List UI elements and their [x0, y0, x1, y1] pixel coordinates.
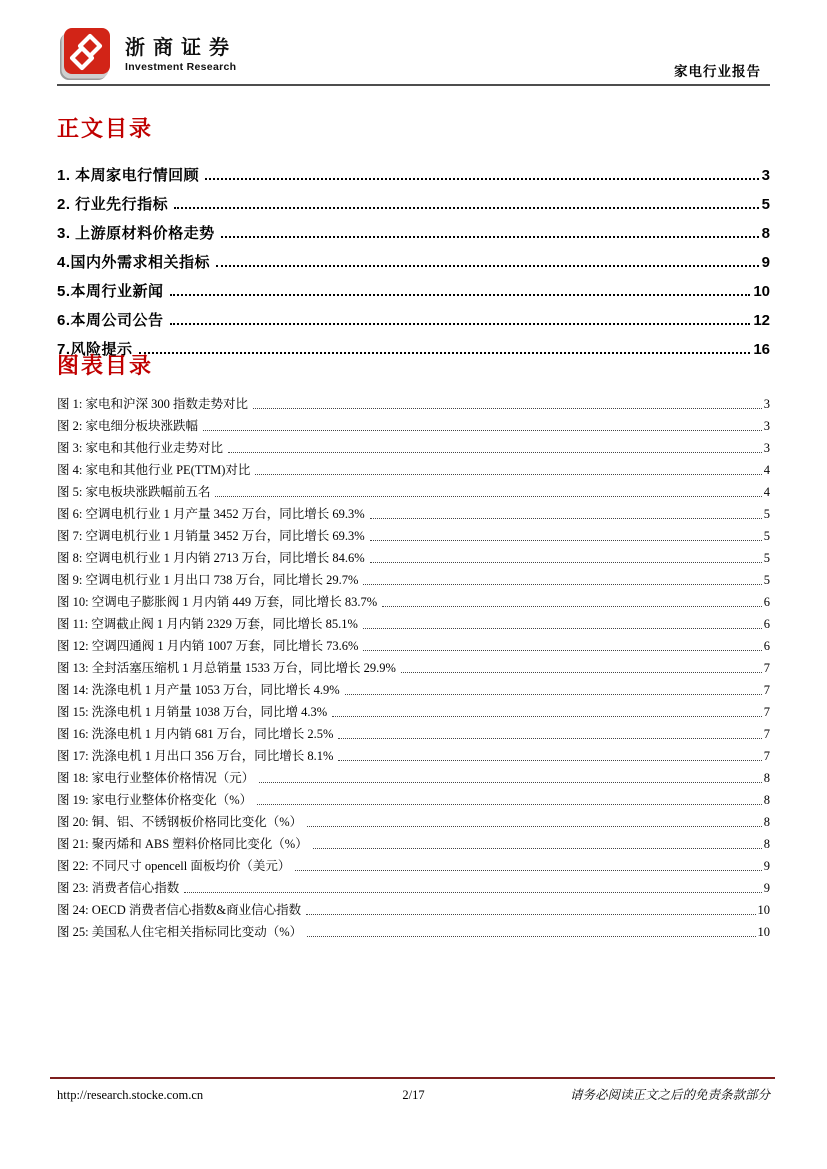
figure-entry-page: 7: [763, 727, 770, 741]
figure-leader-dots: [370, 562, 762, 563]
toc-entry[interactable]: [57, 242, 770, 271]
figure-entry[interactable]: [57, 412, 770, 434]
figure-entry-page: 3: [763, 441, 770, 455]
figure-entry[interactable]: [57, 588, 770, 610]
figure-leader-dots: [363, 650, 761, 651]
figure-entry[interactable]: [57, 918, 770, 940]
figure-entry-label: 图 7: 空调电机行业 1 月销量 3452 万台，同比增长 69.3%: [57, 529, 365, 543]
figure-leader-dots: [306, 914, 755, 915]
figure-entry-label: 图 20: 铜、铝、不锈钢板价格同比变化（%）: [57, 815, 303, 829]
figure-entry[interactable]: [57, 676, 770, 698]
figures-section-title: 图表目录: [57, 353, 154, 378]
figure-entry-label: 图 5: 家电板块涨跌幅前五名: [57, 485, 211, 499]
figure-leader-dots: [295, 870, 761, 871]
figure-entry-page: 5: [763, 573, 770, 587]
toc-entry-page: 12: [753, 311, 770, 329]
figure-entry-label: 图 17: 洗涤电机 1 月出口 356 万台，同比增长 8.1%: [57, 749, 334, 763]
figure-entry-label: 图 24: OECD 消费者信心指数&商业信心指数: [57, 903, 302, 917]
figure-leader-dots: [363, 628, 762, 629]
figures-list: [57, 390, 770, 940]
figure-entry[interactable]: [57, 390, 770, 412]
toc-entry[interactable]: [57, 213, 770, 242]
figure-entry-label: 图 22: 不同尺寸 opencell 面板均价（美元）: [57, 859, 291, 873]
figure-entry-page: 6: [763, 639, 770, 653]
figure-entry-page: 7: [763, 705, 770, 719]
figure-leader-dots: [307, 936, 755, 937]
figure-entry[interactable]: [57, 786, 770, 808]
figure-entry-page: 7: [763, 683, 770, 697]
toc-entry-page: 16: [753, 340, 770, 358]
figure-entry[interactable]: [57, 852, 770, 874]
figure-entry-page: 6: [763, 617, 770, 631]
figure-entry[interactable]: [57, 698, 770, 720]
figure-entry[interactable]: [57, 654, 770, 676]
figure-entry[interactable]: [57, 610, 770, 632]
figure-entry[interactable]: [57, 830, 770, 852]
figure-entry-page: 3: [763, 397, 770, 411]
figure-entry-label: 图 23: 消费者信心指数: [57, 881, 180, 895]
toc-entry[interactable]: [57, 184, 770, 213]
figure-entry-page: 4: [763, 485, 770, 499]
toc-leader-dots: [170, 323, 751, 325]
toc-leader-dots: [205, 178, 758, 180]
figure-entry-label: 图 16: 洗涤电机 1 月内销 681 万台，同比增长 2.5%: [57, 727, 334, 741]
figure-leader-dots: [313, 848, 762, 849]
figure-leader-dots: [338, 760, 761, 761]
toc-leader-dots: [170, 294, 751, 296]
page-footer: [57, 1085, 770, 1103]
figure-leader-dots: [184, 892, 762, 893]
toc-list: [57, 155, 770, 358]
toc-entry-label: 6.本周公司公告: [57, 311, 164, 329]
figure-entry[interactable]: [57, 478, 770, 500]
figure-entry-label: 图 10: 空调电子膨胀阀 1 月内销 449 万套，同比增长 83.7%: [57, 595, 378, 609]
brand-name-en: Investment Research: [125, 61, 237, 73]
figure-entry[interactable]: [57, 742, 770, 764]
figure-entry[interactable]: [57, 874, 770, 896]
figure-entry[interactable]: [57, 456, 770, 478]
figure-entry-label: 图 9: 空调电机行业 1 月出口 738 万台，同比增长 29.7%: [57, 573, 359, 587]
toc-leader-dots: [139, 352, 751, 354]
figure-entry-label: 图 6: 空调电机行业 1 月产量 3452 万台，同比增长 69.3%: [57, 507, 365, 521]
figure-entry-page: 3: [763, 419, 770, 433]
figure-entry-label: 图 13: 全封活塞压缩机 1 月总销量 1533 万台，同比增长 29.9%: [57, 661, 396, 675]
figure-entry-page: 10: [757, 903, 770, 917]
figure-entry-label: 图 18: 家电行业整体价格情况（元）: [57, 771, 255, 785]
figure-leader-dots: [228, 452, 762, 453]
figure-entry[interactable]: [57, 544, 770, 566]
figure-leader-dots: [215, 496, 761, 497]
figure-leader-dots: [253, 408, 762, 409]
figure-entry-page: 5: [763, 529, 770, 543]
figure-leader-dots: [259, 782, 762, 783]
footer-disclaimer-text: 请务必阅读正文之后的免责条款部分: [569, 1088, 770, 1102]
footer-divider: [50, 1077, 775, 1079]
figure-entry[interactable]: [57, 632, 770, 654]
figure-leader-dots: [363, 584, 761, 585]
figure-entry-label: 图 3: 家电和其他行业走势对比: [57, 441, 223, 455]
toc-entry[interactable]: [57, 329, 770, 358]
figure-entry-label: 图 15: 洗涤电机 1 月销量 1038 万台，同比增 4.3%: [57, 705, 328, 719]
figure-entry-page: 10: [757, 925, 770, 939]
toc-entry-page: 9: [761, 253, 770, 271]
toc-leader-dots: [216, 265, 759, 267]
toc-entry-label: 3. 上游原材料价格走势: [57, 224, 215, 242]
figure-entry-label: 图 21: 聚丙烯和 ABS 塑料价格同比变化（%）: [57, 837, 308, 851]
toc-leader-dots: [221, 236, 759, 238]
figure-leader-dots: [345, 694, 762, 695]
footer-research-url[interactable]: http://research.stocke.com.cn: [57, 1088, 204, 1102]
figure-entry[interactable]: [57, 522, 770, 544]
figure-leader-dots: [257, 804, 762, 805]
figure-entry-page: 5: [763, 551, 770, 565]
figure-entry-label: 图 25: 美国私人住宅相关指标同比变动（%）: [57, 925, 303, 939]
toc-entry[interactable]: [57, 155, 770, 184]
figure-leader-dots: [401, 672, 762, 673]
figure-leader-dots: [307, 826, 762, 827]
toc-entry-label: 1. 本周家电行情回顾: [57, 166, 200, 184]
figure-entry[interactable]: [57, 764, 770, 786]
figure-entry-page: 8: [763, 771, 770, 785]
figure-entry[interactable]: [57, 566, 770, 588]
figure-entry-label: 图 1: 家电和沪深 300 指数走势对比: [57, 397, 248, 411]
figure-entry-label: 图 8: 空调电机行业 1 月内销 2713 万台，同比增长 84.6%: [57, 551, 365, 565]
figure-entry[interactable]: [57, 434, 770, 456]
figure-leader-dots: [382, 606, 762, 607]
footer-page-number: 2/17: [402, 1088, 425, 1102]
toc-entry-label: 7.风险提示: [57, 340, 133, 358]
report-type-label: 家电行业报告: [674, 64, 761, 79]
figure-entry[interactable]: [57, 500, 770, 522]
figure-leader-dots: [203, 430, 762, 431]
toc-entry-label: 2. 行业先行指标: [57, 195, 169, 213]
figure-entry-page: 7: [763, 749, 770, 763]
figure-leader-dots: [332, 716, 762, 717]
figure-entry-page: 8: [763, 793, 770, 807]
toc-entry-page: 3: [761, 166, 770, 184]
figure-entry-page: 9: [763, 859, 770, 873]
toc-entry-label: 4.国内外需求相关指标: [57, 253, 211, 271]
brand-text: [125, 35, 237, 73]
figure-entry-page: 5: [763, 507, 770, 521]
toc-section-title: 正文目录: [57, 116, 154, 141]
toc-entry-label: 5.本周行业新闻: [57, 282, 164, 300]
figure-entry[interactable]: [57, 808, 770, 830]
toc-entry-page: 5: [761, 195, 770, 213]
figure-leader-dots: [370, 540, 762, 541]
brand-name-cn: 浙商证券: [125, 37, 237, 59]
toc-entry-page: 8: [761, 224, 770, 242]
figure-entry-label: 图 2: 家电细分板块涨跌幅: [57, 419, 198, 433]
toc-entry-page: 10: [753, 282, 770, 300]
figure-entry-label: 图 11: 空调截止阀 1 月内销 2329 万套，同比增长 85.1%: [57, 617, 358, 631]
figure-entry-page: 6: [763, 595, 770, 609]
figure-entry[interactable]: [57, 896, 770, 918]
figure-entry-label: 图 14: 洗涤电机 1 月产量 1053 万台，同比增长 4.9%: [57, 683, 340, 697]
figure-entry-page: 8: [763, 815, 770, 829]
figure-entry-page: 9: [763, 881, 770, 895]
figure-entry-page: 8: [763, 837, 770, 851]
figure-leader-dots: [255, 474, 761, 475]
toc-leader-dots: [174, 207, 758, 209]
toc-entry[interactable]: [57, 271, 770, 300]
figure-leader-dots: [338, 738, 761, 739]
header-divider: [57, 84, 770, 86]
zheshang-knot-icon: [57, 25, 113, 83]
figure-entry-page: 7: [763, 661, 770, 675]
toc-entry[interactable]: [57, 300, 770, 329]
figure-entry-label: 图 4: 家电和其他行业 PE(TTM)对比: [57, 463, 251, 477]
figure-entry-label: 图 12: 空调四通阀 1 月内销 1007 万套，同比增长 73.6%: [57, 639, 359, 653]
figure-leader-dots: [370, 518, 762, 519]
company-logo: [57, 25, 237, 83]
figure-entry-label: 图 19: 家电行业整体价格变化（%）: [57, 793, 253, 807]
figure-entry[interactable]: [57, 720, 770, 742]
figure-entry-page: 4: [763, 463, 770, 477]
